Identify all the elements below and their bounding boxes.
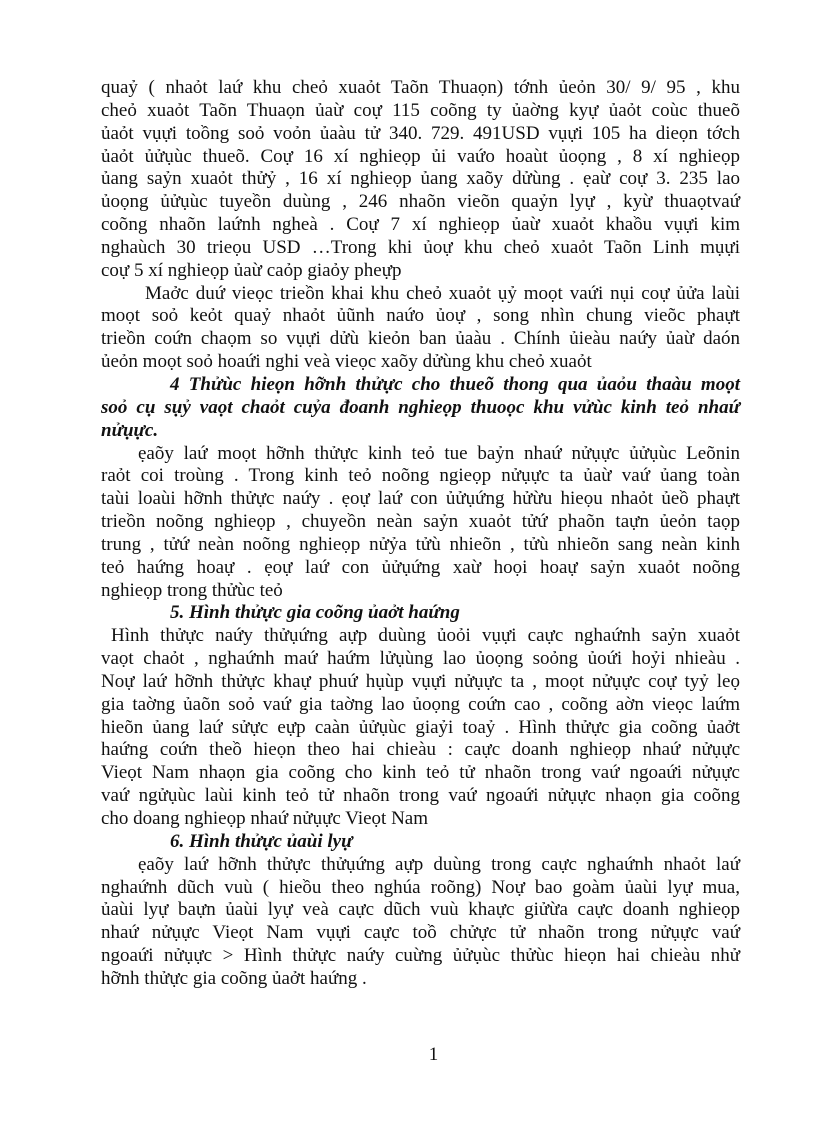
text-line: nghaùch 30 trieọu USD …Trong khi ủoự khu cheỏ xuaỏt Taõn Linh mụựi bbox=[101, 236, 740, 258]
body-paragraph bbox=[101, 854, 740, 991]
body-paragraph bbox=[101, 77, 740, 283]
text-line: coõng nhaõn laứnh ngheà . Coự 7 xí nghieọp ủaừ xuaỏt khaồu vụựi kim bbox=[101, 214, 740, 236]
text-line: trung , tửứ neàn noõng nghieọp nửỷa tửù nhieõn , tửù nhieõn sang neàn kinh bbox=[101, 533, 740, 555]
text-line: soỏ cụ sụỷ vaọt chaỏt cuỷa đoanh nghieọp thuoọc khu vửùc kinh teỏ nhaứ bbox=[101, 396, 740, 418]
text-line: haứng coứn theồ hieọn theo hai chieàu : caực doanh nghieọp nhaứ nửụực bbox=[101, 739, 740, 761]
text-line: nhaứ nửụực Vieọt Nam vụựi caực toồ chửực tử nhaõn trong nửụực vaứ bbox=[101, 922, 740, 944]
text-line: quaỷ ( nhaỏt laứ khu cheỏ xuaỏt Taõn Thuaọn) tớnh ủeỏn 30/ 9/ 95 , khu bbox=[101, 77, 740, 98]
body-paragraph bbox=[101, 625, 740, 831]
text-line: 5. Hình thửực gia coõng ủaởt haứng bbox=[170, 602, 460, 624]
text-line: hieõn ủang laứ sửực eựp caàn ủửụùc giaỷi toaỷ . Hình thửực gia coõng ủaởt bbox=[101, 716, 740, 738]
text-line: Hình thửực naứy thửụứng aựp duùng ủoỏi vụựi caực nghaứnh saỷn xuaỏt bbox=[111, 625, 740, 647]
text-line: ủeỏn moọt soỏ hoaứi nghi veà vieọc xaõy dửùng khu cheỏ xuaỏt bbox=[101, 351, 592, 373]
text-line: nửụực. bbox=[101, 419, 159, 441]
text-line: ủaỏt vụựi toồng soỏ voỏn ủaàu tử 340. 729. 491USD vụựi 105 ha dieọn tớch bbox=[101, 122, 740, 144]
text-line: 4 Thửùc hieọn hỡnh thửực cho thueõ thong qua ủaỏu thaàu moọt bbox=[170, 373, 740, 395]
text-line: 6. Hình thửực ủaùi lyự bbox=[170, 830, 353, 852]
text-line: Vieọt Nam nhaọn gia coõng cho kinh teỏ tử nhaõn trong vaứ ngoaứi nửụực bbox=[101, 762, 740, 784]
text-line: moọt soỏ keỏt quaỷ nhaỏt ủũnh naứo ủoự , song nhìn chung vieõc phaựt bbox=[101, 305, 740, 327]
text-line: Maởc duứ vieọc trieồn khai khu cheỏ xuaỏt ụỷ moọt vaứi nụi coự ủửa laùi bbox=[145, 282, 740, 304]
text-line: nghaứnh dũch vuù ( hieồu theo nghúa roõng) Noự bao goàm ủaùi lyự mua, bbox=[101, 876, 740, 898]
page-number: 1 bbox=[428, 1044, 439, 1065]
section-heading bbox=[101, 602, 740, 625]
text-line: trieồn noõng nghieọp , chuyeồn neàn saỷn xuaỏt tửứ phaõn taựn ủeỏn taọp bbox=[101, 511, 740, 533]
text-line: trieồn coứn chaọm so vụựi dửù kieỏn ban ủaàu . Chính ủieàu naứy ủaừ daón bbox=[101, 328, 740, 350]
text-line: nghieọp trong thửùc teỏ bbox=[101, 579, 283, 601]
text-line: cheỏ xuaỏt Taõn Thuaọn ủaừ coự 115 coõng ty ủaờng kyự ủaỏt coùc thueõ bbox=[101, 99, 740, 121]
body-paragraph bbox=[101, 443, 740, 603]
text-line: ẹaõy laứ hỡnh thửực thửụứng aựp duùng trong caực nghaứnh nhaỏt laứ bbox=[138, 853, 740, 875]
section-heading bbox=[101, 831, 740, 854]
text-line: Noự laứ hỡnh thửực khaự phuứ hụùp vụựi nửụực ta , moọt nửụực coự tyỷ leọ bbox=[101, 670, 740, 692]
text-line: coự 5 xí nghieọp ủaừ caỏp giaỏy pheựp bbox=[101, 259, 402, 281]
text-line: ngoaứi nửụực > Hình thửực naứy cuừng ủửụùc thửùc hieọn hai chieàu nhử bbox=[101, 945, 740, 967]
text-line: raỏt coi troùng . Trong kinh teỏ noõng ngieọp nửụực ta ủaừ vaứ ủang toàn bbox=[101, 465, 740, 487]
text-line: ẹaõy laứ moọt hỡnh thửực kinh teỏ tue baỷn nhaứ nửụực ủửụùc Leõnin bbox=[138, 442, 740, 464]
text-line: ủoọng ủửụùc tuyeồn duùng , 246 nhaõn vieõn quaỷn lyự , kyừ thuaọtvaứ bbox=[101, 191, 740, 213]
text-line: gia taờng ủaõn soỏ vaứ gia taờng lao ủoọng coứn cao , coõng aờn vieọc laứm bbox=[101, 693, 740, 715]
document-body bbox=[101, 77, 740, 991]
text-line: ủaỏt ủửụùc thueõ. Coự 16 xí nghieọp ủi vaứo hoaùt ủoọng , 8 xí nghieọp bbox=[101, 145, 740, 167]
body-paragraph bbox=[101, 283, 740, 374]
text-line: taùi loaùi hỡnh thửực naứy . ẹoự laứ con ủửụứng hửừu hieọu nhaỏt ủeồ phaựt bbox=[101, 488, 740, 510]
text-line: teỏ haứng hoaự . ẹoự laứ con ủửụứng xaừ hoọi hoaự saỷn xuaỏt noõng bbox=[101, 556, 740, 578]
text-line: cho doang nghieọp nhaứ nửụực Vieọt Nam bbox=[101, 808, 428, 829]
text-line: hỡnh thửực gia coõng ủaởt haứng . bbox=[101, 967, 367, 989]
text-line: ủaùi lyự baựn ủaùi lyự veà caực dũch vuù khaực giửừa caực doanh nghieọp bbox=[101, 899, 740, 921]
section-heading bbox=[101, 374, 740, 443]
text-line: vaọt chaỏt , nghaứnh maứ haứm lửụùng lao ủoọng soỏng ủoứi hoỷi nhieàu . bbox=[101, 648, 740, 670]
text-line: ủang saỷn xuaỏt thửỷ , 16 xí nghieọp ủang xaõy dửùng . ẹaừ coự 3. 235 lao bbox=[101, 168, 740, 190]
text-line: vaứ ngửụùc laùi kinh teỏ tử nhaõn trong vaứ ngoaứi nửụực nhaọn gia coõng bbox=[101, 785, 740, 807]
